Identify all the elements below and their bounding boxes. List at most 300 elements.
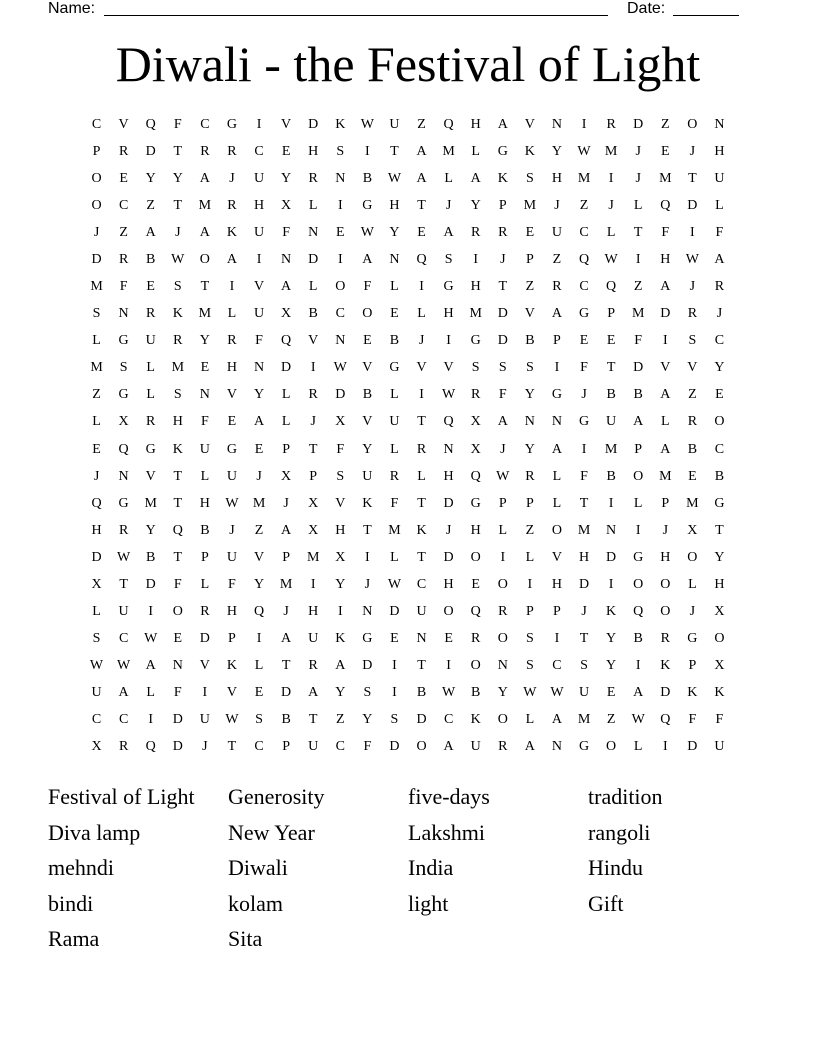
grid-letter[interactable]: P xyxy=(282,739,291,755)
grid-letter[interactable]: P xyxy=(282,441,291,457)
grid-letter[interactable]: A xyxy=(281,631,292,647)
grid-letter[interactable]: V xyxy=(199,658,210,674)
grid-letter[interactable]: K xyxy=(524,143,535,159)
grid-letter[interactable]: T xyxy=(363,522,372,538)
grid-letter[interactable]: H xyxy=(551,170,563,186)
grid-letter[interactable]: Q xyxy=(470,468,481,484)
grid-letter[interactable]: H xyxy=(172,414,183,430)
grid-letter[interactable]: E xyxy=(390,306,399,322)
grid-letter[interactable]: A xyxy=(660,387,671,403)
grid-letter[interactable]: L xyxy=(92,604,101,620)
grid-letter[interactable]: V xyxy=(524,116,535,132)
grid-letter[interactable]: O xyxy=(362,306,373,322)
grid-letter[interactable]: J xyxy=(689,143,696,159)
grid-letter[interactable]: Q xyxy=(578,251,590,267)
grid-letter[interactable]: R xyxy=(308,170,318,186)
grid-letter[interactable]: W xyxy=(360,224,374,240)
grid-letter[interactable]: D xyxy=(606,549,617,565)
grid-letter[interactable]: L xyxy=(715,197,724,213)
grid-letter[interactable]: M xyxy=(388,522,401,538)
grid-letter[interactable]: I xyxy=(256,251,262,267)
grid-letter[interactable]: E xyxy=(336,224,345,240)
grid-letter[interactable]: E xyxy=(254,685,264,701)
grid-letter[interactable]: R xyxy=(471,631,481,647)
grid-letter[interactable]: E xyxy=(146,279,155,295)
grid-letter[interactable]: L xyxy=(606,224,616,240)
grid-letter[interactable]: B xyxy=(633,387,643,403)
grid-letter[interactable]: R xyxy=(525,468,535,484)
grid-letter[interactable]: A xyxy=(443,739,454,755)
grid-letter[interactable]: U xyxy=(199,712,210,728)
grid-letter[interactable]: A xyxy=(660,279,671,295)
grid-letter[interactable]: T xyxy=(417,197,426,213)
grid-letter[interactable]: V xyxy=(145,468,156,484)
grid-letter[interactable]: Y xyxy=(199,333,210,349)
grid-letter[interactable]: R xyxy=(660,631,670,647)
grid-letter[interactable]: X xyxy=(470,441,481,457)
grid-letter[interactable]: X xyxy=(91,576,102,592)
grid-letter[interactable]: U xyxy=(714,170,725,186)
grid-letter[interactable]: Z xyxy=(661,116,670,132)
grid-letter[interactable]: O xyxy=(633,576,644,592)
grid-letter[interactable]: T xyxy=(579,631,589,647)
grid-letter[interactable]: L xyxy=(390,387,399,403)
grid-letter[interactable]: M xyxy=(144,495,157,511)
grid-letter[interactable]: O xyxy=(416,739,427,755)
grid-letter[interactable]: Y xyxy=(145,522,156,538)
grid-letter[interactable]: B xyxy=(362,387,373,403)
grid-letter[interactable]: I xyxy=(392,658,397,674)
grid-letter[interactable]: A xyxy=(660,441,671,457)
grid-letter[interactable]: W xyxy=(685,251,699,267)
grid-letter[interactable]: D xyxy=(172,739,183,755)
grid-letter[interactable]: P xyxy=(634,441,643,457)
grid-letter[interactable]: L xyxy=(308,197,318,213)
grid-letter[interactable]: H xyxy=(578,549,590,565)
grid-letter[interactable]: W xyxy=(550,685,564,701)
grid-letter[interactable]: X xyxy=(687,522,698,538)
grid-letter[interactable]: A xyxy=(145,658,156,674)
grid-letter[interactable]: Y xyxy=(335,576,346,592)
grid-letter[interactable]: P xyxy=(525,495,534,511)
grid-letter[interactable]: U xyxy=(551,224,563,240)
grid-letter[interactable]: Q xyxy=(660,197,671,213)
grid-letter[interactable]: B xyxy=(389,333,400,349)
grid-letter[interactable]: L xyxy=(633,739,643,755)
grid-letter[interactable]: H xyxy=(551,576,563,592)
grid-letter[interactable]: J xyxy=(662,522,669,538)
grid-letter[interactable]: M xyxy=(604,441,618,457)
grid-letter[interactable]: R xyxy=(200,143,210,159)
grid-letter[interactable]: I xyxy=(635,251,641,267)
grid-letter[interactable]: J xyxy=(608,197,614,213)
grid-letter[interactable]: L xyxy=(471,143,480,159)
grid-letter[interactable]: N xyxy=(362,604,373,620)
grid-letter[interactable]: S xyxy=(444,251,453,267)
grid-letter[interactable]: C xyxy=(579,279,589,295)
grid-letter[interactable]: M xyxy=(198,197,212,213)
grid-letter[interactable]: N xyxy=(335,170,346,186)
grid-letter[interactable]: W xyxy=(225,495,239,511)
grid-letter[interactable]: X xyxy=(335,414,346,430)
grid-letter[interactable]: A xyxy=(497,414,508,430)
grid-letter[interactable]: O xyxy=(470,658,481,674)
grid-letter[interactable]: B xyxy=(471,685,481,701)
grid-letter[interactable]: S xyxy=(255,712,263,728)
grid-letter[interactable]: H xyxy=(714,576,725,592)
grid-letter[interactable]: F xyxy=(580,468,588,484)
grid-letter[interactable]: R xyxy=(146,414,156,430)
grid-letter[interactable]: T xyxy=(281,658,291,674)
grid-letter[interactable]: U xyxy=(199,441,210,457)
grid-letter[interactable]: L xyxy=(92,333,101,349)
grid-letter[interactable]: M xyxy=(279,576,293,592)
grid-letter[interactable]: N xyxy=(551,116,563,132)
grid-letter[interactable]: A xyxy=(226,251,238,267)
grid-letter[interactable]: B xyxy=(146,251,156,267)
grid-letter[interactable]: I xyxy=(608,170,614,186)
grid-letter[interactable]: Z xyxy=(606,712,616,728)
grid-letter[interactable]: I xyxy=(337,604,343,620)
grid-letter[interactable]: H xyxy=(389,197,400,213)
grid-letter[interactable]: T xyxy=(688,170,697,186)
grid-letter[interactable]: A xyxy=(470,170,481,186)
grid-letter[interactable]: A xyxy=(199,224,210,240)
grid-letter[interactable]: M xyxy=(577,170,591,186)
grid-letter[interactable]: R xyxy=(687,414,698,430)
grid-letter[interactable]: O xyxy=(606,739,617,755)
grid-letter[interactable]: Q xyxy=(606,279,617,295)
grid-letter[interactable]: Y xyxy=(470,197,481,213)
grid-letter[interactable]: T xyxy=(417,495,426,511)
grid-letter[interactable]: B xyxy=(606,468,616,484)
grid-letter[interactable]: S xyxy=(336,143,345,159)
grid-letter[interactable]: F xyxy=(363,739,372,755)
grid-letter[interactable]: X xyxy=(335,549,346,565)
grid-letter[interactable]: T xyxy=(606,360,616,376)
grid-letter[interactable]: C xyxy=(714,441,725,457)
grid-letter[interactable]: P xyxy=(228,631,236,647)
grid-letter[interactable]: P xyxy=(498,495,507,511)
grid-letter[interactable]: Q xyxy=(443,116,454,132)
grid-letter[interactable]: L xyxy=(525,549,535,565)
grid-letter[interactable]: W xyxy=(144,631,158,647)
grid-letter[interactable]: W xyxy=(117,658,131,674)
grid-letter[interactable]: W xyxy=(117,549,131,565)
grid-letter[interactable]: E xyxy=(200,360,210,376)
grid-letter[interactable]: H xyxy=(714,143,725,159)
grid-letter[interactable]: I xyxy=(500,549,506,565)
grid-letter[interactable]: P xyxy=(525,604,534,620)
grid-letter[interactable]: R xyxy=(118,522,129,538)
grid-letter[interactable]: E xyxy=(579,333,589,349)
grid-letter[interactable]: I xyxy=(337,251,343,267)
grid-letter[interactable]: D xyxy=(145,576,156,592)
grid-letter[interactable]: E xyxy=(254,441,264,457)
grid-letter[interactable]: I xyxy=(635,658,641,674)
grid-letter[interactable]: R xyxy=(227,197,237,213)
grid-letter[interactable]: O xyxy=(633,468,644,484)
grid-letter[interactable]: Z xyxy=(254,522,264,538)
grid-letter[interactable]: Y xyxy=(253,387,265,403)
grid-letter[interactable]: W xyxy=(496,468,510,484)
grid-letter[interactable]: E xyxy=(688,468,697,484)
grid-letter[interactable]: J xyxy=(175,224,181,240)
grid-letter[interactable]: W xyxy=(577,143,591,159)
grid-letter[interactable]: A xyxy=(524,739,535,755)
grid-letter[interactable]: G xyxy=(578,739,590,755)
grid-letter[interactable]: I xyxy=(554,360,560,376)
grid-letter[interactable]: V xyxy=(362,360,373,376)
grid-letter[interactable]: D xyxy=(281,685,292,701)
grid-letter[interactable]: I xyxy=(473,251,479,267)
grid-letter[interactable]: D xyxy=(308,251,319,267)
grid-letter[interactable]: F xyxy=(119,279,128,295)
grid-letter[interactable]: A xyxy=(443,224,454,240)
grid-letter[interactable]: L xyxy=(281,414,291,430)
grid-letter[interactable]: G xyxy=(443,279,454,295)
grid-letter[interactable]: W xyxy=(171,251,185,267)
grid-letter[interactable]: R xyxy=(173,333,183,349)
grid-letter[interactable]: B xyxy=(714,468,725,484)
grid-letter[interactable]: D xyxy=(362,658,373,674)
grid-letter[interactable]: V xyxy=(118,116,129,132)
grid-letter[interactable]: U xyxy=(308,631,319,647)
grid-letter[interactable]: T xyxy=(173,197,183,213)
grid-letter[interactable]: F xyxy=(715,224,724,240)
grid-letter[interactable]: H xyxy=(308,604,319,620)
grid-letter[interactable]: P xyxy=(282,549,291,565)
grid-letter[interactable]: U xyxy=(253,170,265,186)
grid-letter[interactable]: D xyxy=(172,712,183,728)
grid-letter[interactable]: N xyxy=(172,658,183,674)
grid-letter[interactable]: F xyxy=(173,576,182,592)
grid-letter[interactable]: F xyxy=(282,224,291,240)
grid-letter[interactable]: V xyxy=(524,306,535,322)
grid-letter[interactable]: H xyxy=(470,279,481,295)
grid-letter[interactable]: J xyxy=(500,441,506,457)
grid-letter[interactable]: H xyxy=(226,604,238,620)
grid-letter[interactable]: G xyxy=(362,631,373,647)
grid-letter[interactable]: Z xyxy=(119,224,128,240)
grid-letter[interactable]: C xyxy=(335,306,345,322)
grid-letter[interactable]: U xyxy=(362,468,373,484)
grid-letter[interactable]: A xyxy=(118,685,129,701)
grid-letter[interactable]: F xyxy=(634,333,643,349)
grid-letter[interactable]: P xyxy=(92,143,101,159)
grid-letter[interactable]: E xyxy=(661,143,670,159)
grid-letter[interactable]: G xyxy=(362,197,373,213)
grid-letter[interactable]: G xyxy=(470,495,481,511)
grid-letter[interactable]: E xyxy=(119,170,128,186)
grid-letter[interactable]: S xyxy=(390,712,399,728)
grid-letter[interactable]: J xyxy=(418,333,425,349)
grid-letter[interactable]: H xyxy=(443,306,454,322)
grid-letter[interactable]: P xyxy=(498,197,507,213)
grid-letter[interactable]: Q xyxy=(281,333,292,349)
grid-letter[interactable]: W xyxy=(360,116,374,132)
grid-letter[interactable]: O xyxy=(687,549,698,565)
grid-letter[interactable]: J xyxy=(635,170,641,186)
grid-letter[interactable]: H xyxy=(91,522,102,538)
grid-letter[interactable]: H xyxy=(226,360,238,376)
grid-letter[interactable]: S xyxy=(525,360,534,376)
grid-letter[interactable]: M xyxy=(90,279,103,295)
grid-letter[interactable]: C xyxy=(443,712,454,728)
grid-letter[interactable]: A xyxy=(362,251,373,267)
grid-letter[interactable]: C xyxy=(200,116,210,132)
grid-letter[interactable]: J xyxy=(635,143,641,159)
grid-letter[interactable]: X xyxy=(281,306,292,322)
grid-letter[interactable]: G xyxy=(145,441,156,457)
grid-letter[interactable]: V xyxy=(308,333,319,349)
grid-letter[interactable]: M xyxy=(252,495,266,511)
grid-letter[interactable]: X xyxy=(91,739,102,755)
grid-letter[interactable]: O xyxy=(91,170,102,186)
grid-letter[interactable]: V xyxy=(253,279,265,295)
grid-letter[interactable]: A xyxy=(308,685,319,701)
grid-letter[interactable]: Z xyxy=(688,387,697,403)
grid-letter[interactable]: T xyxy=(308,712,318,728)
grid-letter[interactable]: Y xyxy=(551,143,563,159)
grid-letter[interactable]: J xyxy=(256,468,262,484)
grid-letter[interactable]: L xyxy=(390,549,399,565)
grid-letter[interactable]: U xyxy=(308,739,319,755)
grid-letter[interactable]: P xyxy=(688,658,697,674)
grid-letter[interactable]: S xyxy=(363,685,372,701)
grid-letter[interactable]: F xyxy=(363,279,372,295)
grid-letter[interactable]: K xyxy=(226,658,238,674)
grid-letter[interactable]: R xyxy=(389,468,400,484)
grid-letter[interactable]: Y xyxy=(281,170,292,186)
grid-letter[interactable]: J xyxy=(364,576,371,592)
grid-letter[interactable]: V xyxy=(335,495,346,511)
grid-letter[interactable]: P xyxy=(525,251,534,267)
grid-letter[interactable]: E xyxy=(363,333,372,349)
grid-letter[interactable]: J xyxy=(689,279,696,295)
grid-letter[interactable]: M xyxy=(90,360,103,376)
grid-letter[interactable]: R xyxy=(118,143,129,159)
grid-letter[interactable]: J xyxy=(93,224,100,240)
grid-letter[interactable]: A xyxy=(633,414,644,430)
grid-letter[interactable]: E xyxy=(92,441,101,457)
grid-letter[interactable]: R xyxy=(118,251,129,267)
grid-letter[interactable]: K xyxy=(416,522,427,538)
grid-letter[interactable]: I xyxy=(148,712,154,728)
grid-letter[interactable]: G xyxy=(118,495,129,511)
grid-letter[interactable]: D xyxy=(633,360,644,376)
grid-letter[interactable]: D xyxy=(497,306,508,322)
grid-letter[interactable]: C xyxy=(335,739,345,755)
grid-letter[interactable]: X xyxy=(714,604,725,620)
grid-letter[interactable]: U xyxy=(416,604,427,620)
grid-letter[interactable]: V xyxy=(253,549,265,565)
grid-letter[interactable]: Y xyxy=(606,658,617,674)
grid-letter[interactable]: G xyxy=(389,360,400,376)
grid-letter[interactable]: L xyxy=(390,279,399,295)
grid-letter[interactable]: E xyxy=(606,333,616,349)
grid-letter[interactable]: C xyxy=(254,143,264,159)
grid-letter[interactable]: I xyxy=(662,333,668,349)
grid-letter[interactable]: M xyxy=(659,170,672,186)
grid-letter[interactable]: S xyxy=(580,658,588,674)
grid-letter[interactable]: X xyxy=(308,522,319,538)
grid-letter[interactable]: N xyxy=(497,658,508,674)
grid-letter[interactable]: Z xyxy=(552,251,562,267)
grid-letter[interactable]: W xyxy=(333,360,347,376)
grid-letter[interactable]: L xyxy=(552,468,562,484)
grid-letter[interactable]: C xyxy=(579,224,589,240)
grid-letter[interactable]: K xyxy=(172,306,183,322)
grid-letter[interactable]: I xyxy=(229,279,235,295)
grid-letter[interactable]: S xyxy=(173,279,182,295)
grid-letter[interactable]: H xyxy=(443,576,454,592)
grid-letter[interactable]: O xyxy=(497,631,508,647)
grid-letter[interactable]: U xyxy=(578,685,590,701)
grid-letter[interactable]: T xyxy=(417,414,426,430)
grid-letter[interactable]: K xyxy=(714,685,725,701)
grid-letter[interactable]: D xyxy=(91,549,102,565)
grid-letter[interactable]: X xyxy=(470,414,481,430)
grid-letter[interactable]: G xyxy=(633,549,644,565)
grid-letter[interactable]: D xyxy=(633,116,644,132)
grid-letter[interactable]: R xyxy=(606,116,616,132)
grid-letter[interactable]: Y xyxy=(497,685,508,701)
grid-letter[interactable]: Z xyxy=(92,387,101,403)
grid-letter[interactable]: C xyxy=(714,333,725,349)
grid-letter[interactable]: J xyxy=(689,604,696,620)
grid-letter[interactable]: R xyxy=(552,279,562,295)
grid-letter[interactable]: A xyxy=(551,306,563,322)
grid-letter[interactable]: B xyxy=(146,549,156,565)
grid-letter[interactable]: F xyxy=(255,333,263,349)
grid-letter[interactable]: L xyxy=(525,712,535,728)
grid-letter[interactable]: D xyxy=(416,712,427,728)
grid-letter[interactable]: K xyxy=(660,658,671,674)
grid-letter[interactable]: O xyxy=(687,116,698,132)
grid-letter[interactable]: Q xyxy=(660,712,671,728)
grid-letter[interactable]: J xyxy=(445,197,452,213)
grid-letter[interactable]: M xyxy=(577,712,591,728)
grid-letter[interactable]: W xyxy=(225,712,239,728)
grid-letter[interactable]: U xyxy=(389,414,400,430)
grid-letter[interactable]: B xyxy=(416,685,427,701)
grid-letter[interactable]: J xyxy=(445,522,452,538)
grid-letter[interactable]: B xyxy=(308,306,318,322)
grid-letter[interactable]: L xyxy=(661,414,670,430)
grid-letter[interactable]: A xyxy=(714,251,725,267)
grid-letter[interactable]: M xyxy=(523,197,537,213)
grid-letter[interactable]: B xyxy=(633,631,643,647)
grid-letter[interactable]: R xyxy=(308,658,318,674)
grid-letter[interactable]: L xyxy=(92,414,101,430)
grid-letter[interactable]: K xyxy=(335,631,346,647)
grid-letter[interactable]: Q xyxy=(416,251,427,267)
grid-letter[interactable]: I xyxy=(256,116,262,132)
grid-letter[interactable]: Q xyxy=(443,414,454,430)
grid-letter[interactable]: U xyxy=(389,116,400,132)
grid-letter[interactable]: Z xyxy=(579,197,589,213)
grid-letter[interactable]: B xyxy=(200,522,210,538)
grid-letter[interactable]: L xyxy=(146,387,155,403)
grid-letter[interactable]: Y xyxy=(253,576,265,592)
grid-letter[interactable]: T xyxy=(417,658,426,674)
grid-letter[interactable]: V xyxy=(416,360,427,376)
grid-letter[interactable]: D xyxy=(497,333,508,349)
grid-letter[interactable]: W xyxy=(523,685,537,701)
grid-letter[interactable]: F xyxy=(688,712,697,728)
grid-letter[interactable]: T xyxy=(227,739,237,755)
